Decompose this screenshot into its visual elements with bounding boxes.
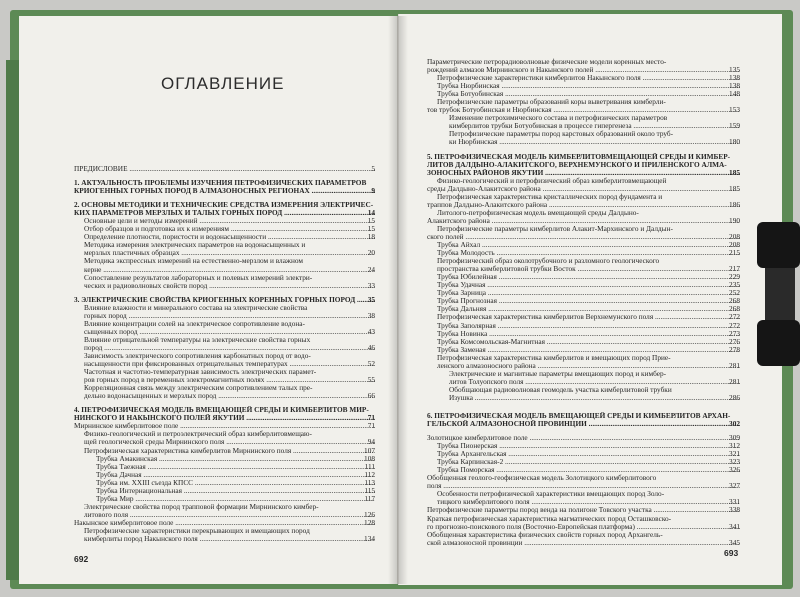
page-number-left: 692 (74, 554, 89, 564)
toc-entry-title: кимберлиты пород Накынского поля ..... (84, 535, 375, 543)
toc-section-line (74, 406, 375, 414)
toc-entry-line (74, 312, 375, 320)
toc-entry-title: Петрофизическая характеристика кимберлитов Мирнинского поля ..... (84, 447, 375, 455)
toc-entry-title: Петрофизические параметры пород венда на полигоне Товского участка ..... (427, 506, 740, 514)
toc-entry-title: Трубка Мир ..... (96, 495, 375, 503)
toc-entry-title: го прогнозно-поискового поля (Восточно-Европейская платформа) ..... (427, 523, 740, 531)
toc-entry-page: 215 (729, 249, 740, 258)
toc-section-line (74, 201, 375, 209)
toc-entry-title: поля ..... (427, 482, 740, 490)
book-gutter (388, 16, 408, 584)
toc-entry-title: рождений алмазов Мирнинского и Накынского полей ..... (427, 66, 740, 74)
toc-entry-title: Трубка Удачная ..... (437, 281, 740, 289)
toc-entry-page: 186 (729, 200, 740, 209)
toc-entry-title: Трубка Комсомольская-Магнитная ..... (437, 338, 740, 346)
toc-entry-line (427, 98, 740, 106)
toc-entry-line (74, 535, 375, 543)
toc-entry-line (427, 201, 740, 209)
toc-entry-title: пород ..... (84, 344, 375, 352)
toc-entry-title: Отбор образцов и подготовка их к измерениям ..... (84, 225, 375, 233)
toc-entry-page: 66 (367, 392, 375, 401)
toc-entry-title: Трубка Амакинская ..... (96, 455, 375, 463)
toc-entry-line (427, 74, 740, 82)
toc-entry-page: 46 (367, 343, 375, 352)
toc-entry-page: 217 (729, 265, 740, 274)
toc-entry-line (427, 346, 740, 354)
toc-entry-title: Трубка Молодость ..... (437, 249, 740, 257)
toc-entry-line (427, 338, 740, 346)
left-page (19, 16, 398, 584)
toc-entry-title: ческих и радиоволновых свойств пород ..... (84, 282, 375, 290)
toc-entry-title: Особенности петрофизической характеристики вмещающих пород Золо- (437, 490, 665, 499)
toc-entry-page: 35 (367, 295, 375, 304)
toc-entry-page: 190 (729, 216, 740, 225)
toc-entry-line (427, 193, 740, 201)
toc-entry-title: Трубка Карпинская-2 ..... (437, 458, 740, 466)
toc-entry-line (74, 336, 375, 344)
toc-entry-page: 107 (364, 446, 375, 455)
toc-entry-title: Мирнинское кимберлитовое поле ..... (74, 422, 375, 430)
clip-jaw-top (757, 222, 800, 268)
toc-entry-line (427, 498, 740, 506)
toc-entry-page: 71 (367, 414, 375, 423)
toc-entry-title: литов Толуопского поля ..... (449, 378, 740, 386)
toc-entry-title: Краткая петрофизическая характеристика магматических пород Осташковско- (427, 514, 672, 523)
toc-entry-page: 208 (729, 232, 740, 241)
toc-entry-page: 126 (364, 510, 375, 519)
toc-section-line (427, 420, 740, 428)
toc-entry-line (74, 438, 375, 446)
toc-entry-page: 309 (729, 434, 740, 443)
toc-section-line (74, 414, 375, 422)
toc-entry-line (74, 511, 375, 519)
toc-entry-line (427, 305, 740, 313)
toc-entry-page: 185 (729, 168, 740, 177)
toc-entry-line (427, 289, 740, 297)
toc-entry-line (74, 430, 375, 438)
toc-entry-page: 115 (364, 486, 375, 495)
toc-entry-title: Трубка Заполярная ..... (437, 322, 740, 330)
toc-entry-title: Алакитского района ..... (427, 217, 740, 225)
toc-entry-title: Методика экспрессных измерений на естественно-мерзлом и влажном (84, 257, 304, 266)
toc-entry-page: 14 (367, 209, 375, 218)
toc-entry-line (427, 130, 740, 138)
toc-entry-line (74, 392, 375, 400)
toc-entry-line (427, 482, 740, 490)
toc-entry-title: Электрические свойства пород трапповой формации Мирнинского кимбер- (84, 502, 319, 511)
toc-entry-title: ленского алмазоносного района ..... (437, 362, 740, 370)
toc-entry-page: 208 (729, 241, 740, 250)
toc-entry-title: КИХ ПАРАМЕТРОВ МЕРЗЛЫХ И ТАЛЫХ ГОРНЫХ ПОРОД ..... (74, 209, 375, 217)
toc-entry-page: 268 (729, 305, 740, 314)
toc-entry-line (427, 450, 740, 458)
toc-entry-line (427, 434, 740, 442)
toc-entry-title: Трубка Интернациональная ..... (96, 487, 375, 495)
toc-entry-title: Физико-геологический и петрофизический образ кимберлитовмещающей (437, 176, 667, 185)
toc-entry-title: ров горных пород в переменных электромагнитных полях ..... (84, 376, 375, 384)
toc-entry-title: кимберлитов трубки Ботуобинская в процессе гипергенеза ..... (449, 122, 740, 130)
toc-entry-title: 1. АКТУАЛЬНОСТЬ ПРОБЛЕМЫ ИЗУЧЕНИЯ ПЕТРОФИЗИЧЕСКИХ ПАРАМЕТРОВ (74, 179, 367, 188)
toc-entry-title: Трубка Таежная ..... (96, 463, 375, 471)
toc-entry-line (74, 503, 375, 511)
toc-entry-page: 20 (367, 249, 375, 258)
toc-entry-title: Трубка Прогнозная ..... (437, 297, 740, 305)
toc-entry-page: 24 (367, 265, 375, 274)
toc-entry-title: Трубка Зарница ..... (437, 289, 740, 297)
toc-entry-line (74, 384, 375, 392)
toc-entry-title: горных пород ..... (84, 312, 375, 320)
toc-entry-line (427, 458, 740, 466)
toc-entry-line (74, 233, 375, 241)
toc-entry-line (74, 304, 375, 312)
toc-entry-page: 252 (729, 289, 740, 298)
toc-entry-line (427, 378, 740, 386)
toc-entry-line (427, 370, 740, 378)
toc-entry-line (427, 209, 740, 217)
toc-entry-title: Определение плотности, пористости и водонасыщенности ..... (84, 233, 375, 241)
toc-entry-title: тицкого кимберлитового поля ..... (437, 498, 740, 506)
toc-entry-title: Трубка Айхал ..... (437, 241, 740, 249)
toc-entry-page: 268 (729, 297, 740, 306)
toc-entry-page: 286 (729, 393, 740, 402)
toc-entry-line (427, 122, 740, 130)
toc-entry-title: Трубка Поморская ..... (437, 466, 740, 474)
toc-entry-page: 326 (729, 466, 740, 475)
toc-entry-page: 33 (367, 281, 375, 290)
toc-entry-page: 108 (364, 454, 375, 463)
toc-section-line (427, 412, 740, 420)
toc-section-line (74, 209, 375, 217)
toc-entry-line (74, 463, 375, 471)
toc-entry-line (427, 539, 740, 547)
toc-entry-title: Петрофизическая характеристика кимберлитов Верхнемунского поля ..... (437, 313, 740, 321)
toc-entry-page: 338 (729, 506, 740, 515)
toc-entry-title: Петрофизические характеристики перекрывающих и вмещающих пород (84, 526, 310, 535)
toc-entry-page: 345 (729, 538, 740, 547)
toc-entry-page: 281 (729, 377, 740, 386)
toc-entry-page: 112 (364, 470, 375, 479)
toc-entry-line (427, 515, 740, 523)
toc-entry-page: 185 (729, 184, 740, 193)
toc-entry-page: 15 (367, 225, 375, 234)
toc-entry-title: Трубка Юбилейная ..... (437, 273, 740, 281)
toc-entry-line (74, 266, 375, 274)
toc-entry-page: 159 (729, 122, 740, 131)
toc-entry-line (74, 274, 375, 282)
toc-entry-line (427, 523, 740, 531)
right-page (398, 14, 782, 585)
toc-entry-line (74, 422, 375, 430)
toc-entry-line (427, 394, 740, 402)
toc-entry-page: 180 (729, 138, 740, 147)
toc-entry-line (74, 360, 375, 368)
toc-entry-title: Трубка Дальняя ..... (437, 305, 740, 313)
toc-entry-title: Корреляционная связь между электрическим сопротивлением талых пре- (84, 384, 313, 393)
toc-section-line (74, 296, 375, 304)
toc-entry-title: Литолого-петрофизическая модель вмещающей среды Далдыно- (437, 208, 639, 217)
toc-entry-page: 111 (364, 462, 375, 471)
toc-entry-line (427, 531, 740, 539)
toc-entry-page: 9 (371, 187, 375, 196)
toc-entry-title: Петрофизические параметры образований коры выветривания кимберли- (437, 98, 666, 107)
toc-entry-title: сыщенных пород ..... (84, 328, 375, 336)
toc-entry-title: щей геологической среды Мирнинского поля ..... (84, 438, 375, 446)
toc-entry-page: 134 (364, 535, 375, 544)
toc-entry-line (427, 474, 740, 482)
toc-entry-page: 138 (729, 74, 740, 83)
toc-entry-title: Трубка Новинка ..... (437, 330, 740, 338)
toc-entry-page: 43 (367, 327, 375, 336)
toc-entry-page: 113 (364, 478, 375, 487)
toc-entry-title: Накынское кимберлитовое поле ..... (74, 519, 375, 527)
toc-entry-line (74, 368, 375, 376)
toc-entry-line (74, 352, 375, 360)
toc-entry-page: 18 (367, 233, 375, 242)
toc-entry-line (427, 490, 740, 498)
toc-entry-line (74, 376, 375, 384)
toc-entry-line (74, 471, 375, 479)
toc-entry-title: Сопоставление результатов лабораторных и полевых измерений электри- (84, 273, 313, 282)
toc-entry-line (427, 58, 740, 66)
toc-entry-title: Трубка Ботуобинская ..... (437, 90, 740, 98)
toc-entry-title: среды Далдыно-Алакитского района ..... (427, 185, 740, 193)
toc-heading: ОГЛАВЛЕНИЕ (161, 74, 285, 93)
toc-entry-line (427, 233, 740, 241)
toc-entry-line (427, 217, 740, 225)
toc-entry-title: ЗОНОСНЫХ РАЙОНОВ ЯКУТИИ ..... (427, 169, 740, 177)
toc-entry-title: траппов Далдыно-Алакитского района ..... (427, 201, 740, 209)
toc-entry-title: литового поля ..... (84, 511, 375, 519)
toc-entry-title: Основные цели и методы измерений ..... (84, 217, 375, 225)
toc-entry-line (74, 249, 375, 257)
toc-entry-line (427, 185, 740, 193)
toc-entry-page: 302 (729, 420, 740, 429)
toc-entry-title: Зависимость электрического сопротивления карбонатных пород от водо- (84, 351, 311, 360)
toc-entry-title: Методика измерения электрических параметров на водонасыщенных и (84, 241, 306, 250)
toc-entry-page: 5 (371, 165, 375, 173)
toc-section-line (74, 187, 375, 195)
toc-entry-page: 341 (729, 522, 740, 531)
toc-entry-line (427, 138, 740, 146)
clip-jaw-bottom (757, 320, 800, 366)
toc-entry-page: 323 (729, 458, 740, 467)
toc-entry-title: Частотная и частотно-температурная зависимость электрических парамет- (84, 368, 317, 377)
toc-entry-line (74, 328, 375, 336)
toc-entry-title: Петрофизический образ околотрубочного и разломного геологического (437, 257, 660, 266)
toc-entry-page: 273 (729, 329, 740, 338)
toc-entry-line (74, 282, 375, 290)
toc-entry-title: керне ..... (84, 266, 375, 274)
toc-entry-line (74, 225, 375, 233)
toc-entry-page: 327 (729, 482, 740, 491)
toc-entry-line (74, 257, 375, 265)
toc-entry-line (427, 313, 740, 321)
toc-entry-line (74, 487, 375, 495)
toc-entry-title: Трубка Дачная ..... (96, 471, 375, 479)
toc-entry-line (427, 249, 740, 257)
toc-entry-page: 272 (729, 313, 740, 322)
toc-entry-line (74, 320, 375, 328)
toc-entry-line (427, 281, 740, 289)
toc-entry-page: 128 (364, 518, 375, 527)
toc-entry-page: 331 (729, 498, 740, 507)
toc-entry-title: насыщенности при фиксированных отрицательных температурах ..... (84, 360, 375, 368)
toc-entry-title: 6. ПЕТРОФИЗИЧЕСКАЯ МОДЕЛЬ ВМЕЩАЮЩЕЙ СРЕДЫ И КИМБЕРЛИТОВ АРХАН- (427, 411, 731, 420)
toc-entry-title: 4. ПЕТРОФИЗИЧЕСКАЯ МОДЕЛЬ ВМЕЩАЮЩЕЙ СРЕДЫ И КИМБЕРЛИТОВ МИР- (74, 406, 369, 415)
toc-entry-line (74, 527, 375, 535)
toc-entry-title: Петрофизические характеристики кимберлитов Накынского поля ..... (437, 74, 740, 82)
toc-entry-page: 272 (729, 321, 740, 330)
toc-entry-title: Влияние концентрации солей на электрическое сопротивление водона- (84, 319, 305, 328)
toc-entry-page: 153 (729, 106, 740, 115)
toc-entry-title: ГЕЛЬСКОЙ АЛМАЗОНОСНОЙ ПРОВИНЦИИ ..... (427, 420, 740, 428)
toc-entry-title: КРИОГЕННЫХ ГОРНЫХ ПОРОД В АЛМАЗОНОСНЫХ РЕГИОНАХ ..... (74, 187, 375, 195)
toc-entry-line (74, 479, 375, 487)
toc-entry-title: 3. ЭЛЕКТРИЧЕСКИЕ СВОЙСТВА КРИОГЕННЫХ КОРЕННЫХ ГОРНЫХ ПОРОД ..... (74, 296, 375, 304)
toc-entry-title: Трубка Пионерская ..... (437, 442, 740, 450)
toc-entry-title: Изушка ..... (449, 394, 740, 402)
toc-entry-line (427, 241, 740, 249)
toc-entry-page: 71 (367, 422, 375, 431)
toc-entry-page: 148 (729, 90, 740, 99)
toc-entry-title: ЛИТОВ ДАЛДЫНО-АЛАКИТСКОГО, ВЕРХНЕМУНСКОГО И ПРИЛЕНСКОГО АЛМА- (427, 160, 727, 169)
toc-entry-title: Влияние отрицательной температуры на электрические свойства горных (84, 335, 311, 344)
toc-entry-line (427, 90, 740, 98)
toc-entry-line (427, 177, 740, 185)
toc-entry-page: 117 (364, 494, 375, 503)
book-cover-edge (6, 60, 20, 580)
toc-section-line (427, 169, 740, 177)
toc-entry-line (74, 455, 375, 463)
toc-entry-title: Трубка Архангельская ..... (437, 450, 740, 458)
toc-entry-line (427, 225, 740, 233)
toc-entry-page: 94 (367, 438, 375, 447)
binder-clip (757, 222, 800, 372)
toc-entry-page: 229 (729, 273, 740, 282)
toc-entry-line (427, 330, 740, 338)
toc-entry-line (427, 66, 740, 74)
toc-entry-line (427, 386, 740, 394)
toc-entry-page: 321 (729, 450, 740, 459)
toc-entry-title: Физико-геологический и петроэлектрический образ кимберлитовмещаю- (84, 430, 312, 439)
toc-entry-title: Обобщающая радиоволновая геомодель участка кимберлитовой трубки (449, 385, 672, 394)
toc-entry-page: 55 (367, 376, 375, 385)
toc-entry-title: НИНСКОГО И НАКЫНСКОГО ПОЛЕЙ ЯКУТИИ ..... (74, 414, 375, 422)
left-toc-list (74, 165, 375, 584)
toc-entry-line (427, 466, 740, 474)
toc-entry-line (427, 273, 740, 281)
toc-entry-title: ского полей ..... (427, 233, 740, 241)
toc-entry-page: 278 (729, 345, 740, 354)
toc-entry-title: Петрофизические параметры кимберлитов Алакит-Мархинского и Далдын- (437, 224, 673, 233)
toc-entry-line (427, 322, 740, 330)
toc-entry-title: Петрофизические параметры пород карстовых образований около труб- (449, 130, 674, 139)
toc-entry-line (427, 265, 740, 273)
right-toc-list (427, 58, 740, 585)
toc-spacer (427, 402, 740, 412)
toc-section-line (74, 179, 375, 187)
toc-entry-title: тов трубок Ботуобинская и Нюрбинская ..... (427, 106, 740, 114)
toc-entry-page: 38 (367, 311, 375, 320)
toc-entry-title: 5. ПЕТРОФИЗИЧЕСКАЯ МОДЕЛЬ КИМБЕРЛИТОВМЕЩАЮЩЕЙ СРЕДЫ И КИМБЕР- (427, 152, 731, 161)
toc-entry-title: мерзлых пластичных образцах ..... (84, 249, 375, 257)
toc-entry-page: 15 (367, 217, 375, 226)
toc-entry-title: Петрофизическая характеристика кристаллических пород фундамента и (437, 192, 663, 201)
toc-entry-page: 138 (729, 82, 740, 91)
toc-entry-line (74, 241, 375, 249)
toc-entry-page: 281 (729, 361, 740, 370)
toc-entry-line (74, 519, 375, 527)
toc-entry-title: Электрические и магнитные параметры вмещающих пород и кимбер- (449, 369, 667, 378)
toc-entry-title: Петрофизическая характеристика кимберлитов и вмещающих пород Прие- (437, 353, 671, 362)
toc-entry-line (427, 506, 740, 514)
toc-entry-title: ки Нюрбинская ..... (449, 138, 740, 146)
toc-entry-title: дельно водонасыщенных и мерзлых пород ..... (84, 392, 375, 400)
toc-entry-line (427, 106, 740, 114)
toc-entry-line (74, 344, 375, 352)
toc-entry-line (74, 165, 375, 173)
toc-entry-page: 235 (729, 281, 740, 290)
toc-entry-line (74, 217, 375, 225)
toc-entry-line (427, 362, 740, 370)
toc-entry-page: 52 (367, 360, 375, 369)
toc-entry-page: 135 (729, 66, 740, 75)
toc-entry-line (427, 442, 740, 450)
toc-entry-title: 2. ОСНОВЫ МЕТОДИКИ И ТЕХНИЧЕСКИЕ СРЕДСТВА ИЗМЕРЕНИЯ ЭЛЕКТРИЧЕС- (74, 201, 374, 210)
toc-entry-line (427, 257, 740, 265)
toc-entry-line (74, 495, 375, 503)
toc-entry-page: 276 (729, 337, 740, 346)
toc-entry-title: Параметрические петрорадиоволновые физические модели коренных место- (427, 58, 667, 66)
toc-entry-title: Изменение петрохимического состава и петрофизических параметров (449, 114, 668, 123)
toc-entry-title: Трубка им. XXIII съезда КПСС ..... (96, 479, 375, 487)
toc-entry-title: Трубка Нюрбинская ..... (437, 82, 740, 90)
page-number-right: 693 (724, 548, 739, 558)
toc-entry-line (74, 447, 375, 455)
toc-entry-line (427, 82, 740, 90)
toc-entry-title: Влияние влажности и минерального состава на электрические свойства (84, 303, 308, 312)
toc-entry-title: Трубка Заменая ..... (437, 346, 740, 354)
toc-section-line (427, 161, 740, 169)
toc-entry-line (427, 297, 740, 305)
toc-entry-page: 312 (729, 442, 740, 451)
toc-entry-title: Обобщенная характеристика физических свойств горных пород Архангель- (427, 530, 663, 539)
toc-entry-title: Обобщенная геолого-геофизическая модель Золотицкого кимберлитового (427, 474, 657, 483)
toc-entry-title: ской алмазоносной провинции ..... (427, 539, 740, 547)
toc-entry-title: пространства кимберлитовой трубки Восток ..... (437, 265, 740, 273)
toc-entry-line (427, 354, 740, 362)
toc-entry-title: ПРЕДИСЛОВИЕ ..... (74, 165, 375, 173)
toc-entry-title: Золотицкое кимберлитовое поле ..... (427, 434, 740, 442)
toc-entry-line (427, 114, 740, 122)
toc-section-line (427, 153, 740, 161)
